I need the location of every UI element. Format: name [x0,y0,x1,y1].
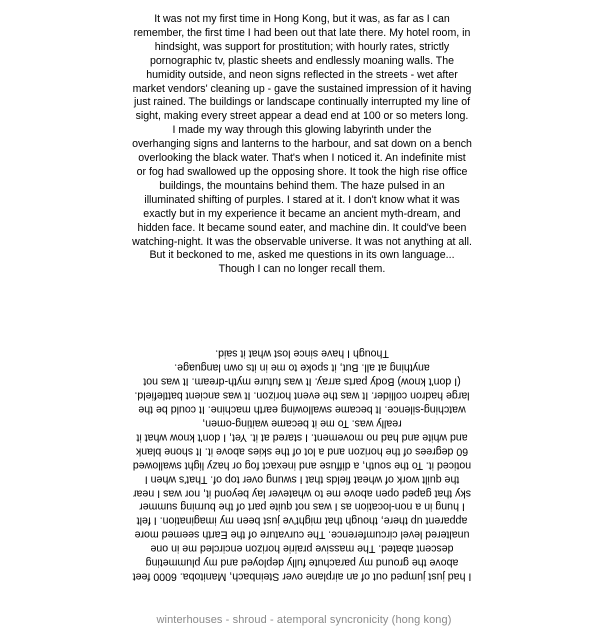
text-line: (I don't know) Body parts array. It was future myth-dream. It was not [143,375,461,388]
upright-paragraph [104,13,500,277]
text-sheet [104,0,500,605]
text-line: descent abated. The massive prairie horizon encircled me in one [150,542,454,555]
text-line: Though I have since lost what it said. [215,347,389,360]
text-line: I had just jumped out of an airplane over Steinbach, Manitoba. 6000 feet [132,570,472,583]
text-line: really was. To me it became waiting-omen, [202,417,402,430]
text-line: overhanging signs and lanterns to the harbour, and sat down on a bench [132,138,472,151]
text-line: I hung in a non-location as I was not quite part of the burning summer [139,500,465,513]
text-line: exactly but in my experience it became an ancient myth-dream, and [143,207,461,220]
text-line: the quilt work of wheat fields that I swung over top of. That's when I [144,473,460,486]
text-line: buildings, the mountains behind them. The haze pulsed in an [159,179,445,192]
text-line: humidity outside, and neon signs reflected in the streets - wet after [146,68,458,81]
text-line: apparent up there, though that might've just been my imagination. I felt [136,514,468,527]
text-line: watching-night. It was the observable universe. It was not anything at all. [132,235,472,248]
text-line: watching-silence. It became swallowing earth machine. It could be the [138,403,466,416]
text-line: just rained. The buildings or landscape continually interrupted my line of [133,96,471,109]
text-line: sight, making every street appear a dead end at 100 or so meters long. [135,110,469,123]
text-line: remember, the first time I had been out that late there. My hotel room, in [133,26,471,39]
caption: winterhouses - shroud - atemporal syncronicity (hong kong) [156,614,452,626]
text-line: unaltered level circumference. The curvature of the Earth seemed more [134,528,470,541]
text-line: 60 degrees of the horizon and a lot of the skies above it. It shone blank [135,445,469,458]
text-line: noticed it. To the south, a diffuse and inexact fog or hazy light swallowed [132,459,472,472]
text-line: anything at all. But, it spoke to me in its own language. [174,361,430,374]
text-line: market vendors' cleaning up - gave the sustained impression of it having [132,82,472,95]
inverted-paragraph [104,346,500,582]
text-line: It was not my first time in Hong Kong, but it was, as far as I can [154,13,450,25]
text-line: large hadron collider. It was the event horizon. It was ancient battlefield. [134,389,470,402]
text-line: hindsight, was support for prostitution; with hourly rates, strictly [154,40,450,53]
text-line: and white and had no movement. I stared at it. Yet, I don't know what it [136,431,468,444]
text-line: illuminated shifting of purples. I stared at it. I don't know what it was [144,193,460,206]
text-line: But it beckoned to me, asked me questions in its own language... [149,249,455,262]
text-line: sky that gaped open above me to whatever lay beyond it, nor was I near [132,486,472,499]
text-line: overlooking the black water. That's when I noticed it. An indefinite mist [138,152,466,165]
text-line: above the ground my parachute fully deployed and my plummeting [145,556,459,569]
text-line: or fog had swallowed up the opposing shore. It took the high rise office [136,165,468,178]
text-line: I made my way through this glowing labyrinth under the [172,124,432,137]
text-line: Though I can no longer recall them. [218,263,386,276]
text-line: pornographic tv, plastic sheets and endlessly moaning walls. The [149,54,455,67]
text-line: hidden face. It became sound eater, and machine din. It could've been [137,221,467,234]
